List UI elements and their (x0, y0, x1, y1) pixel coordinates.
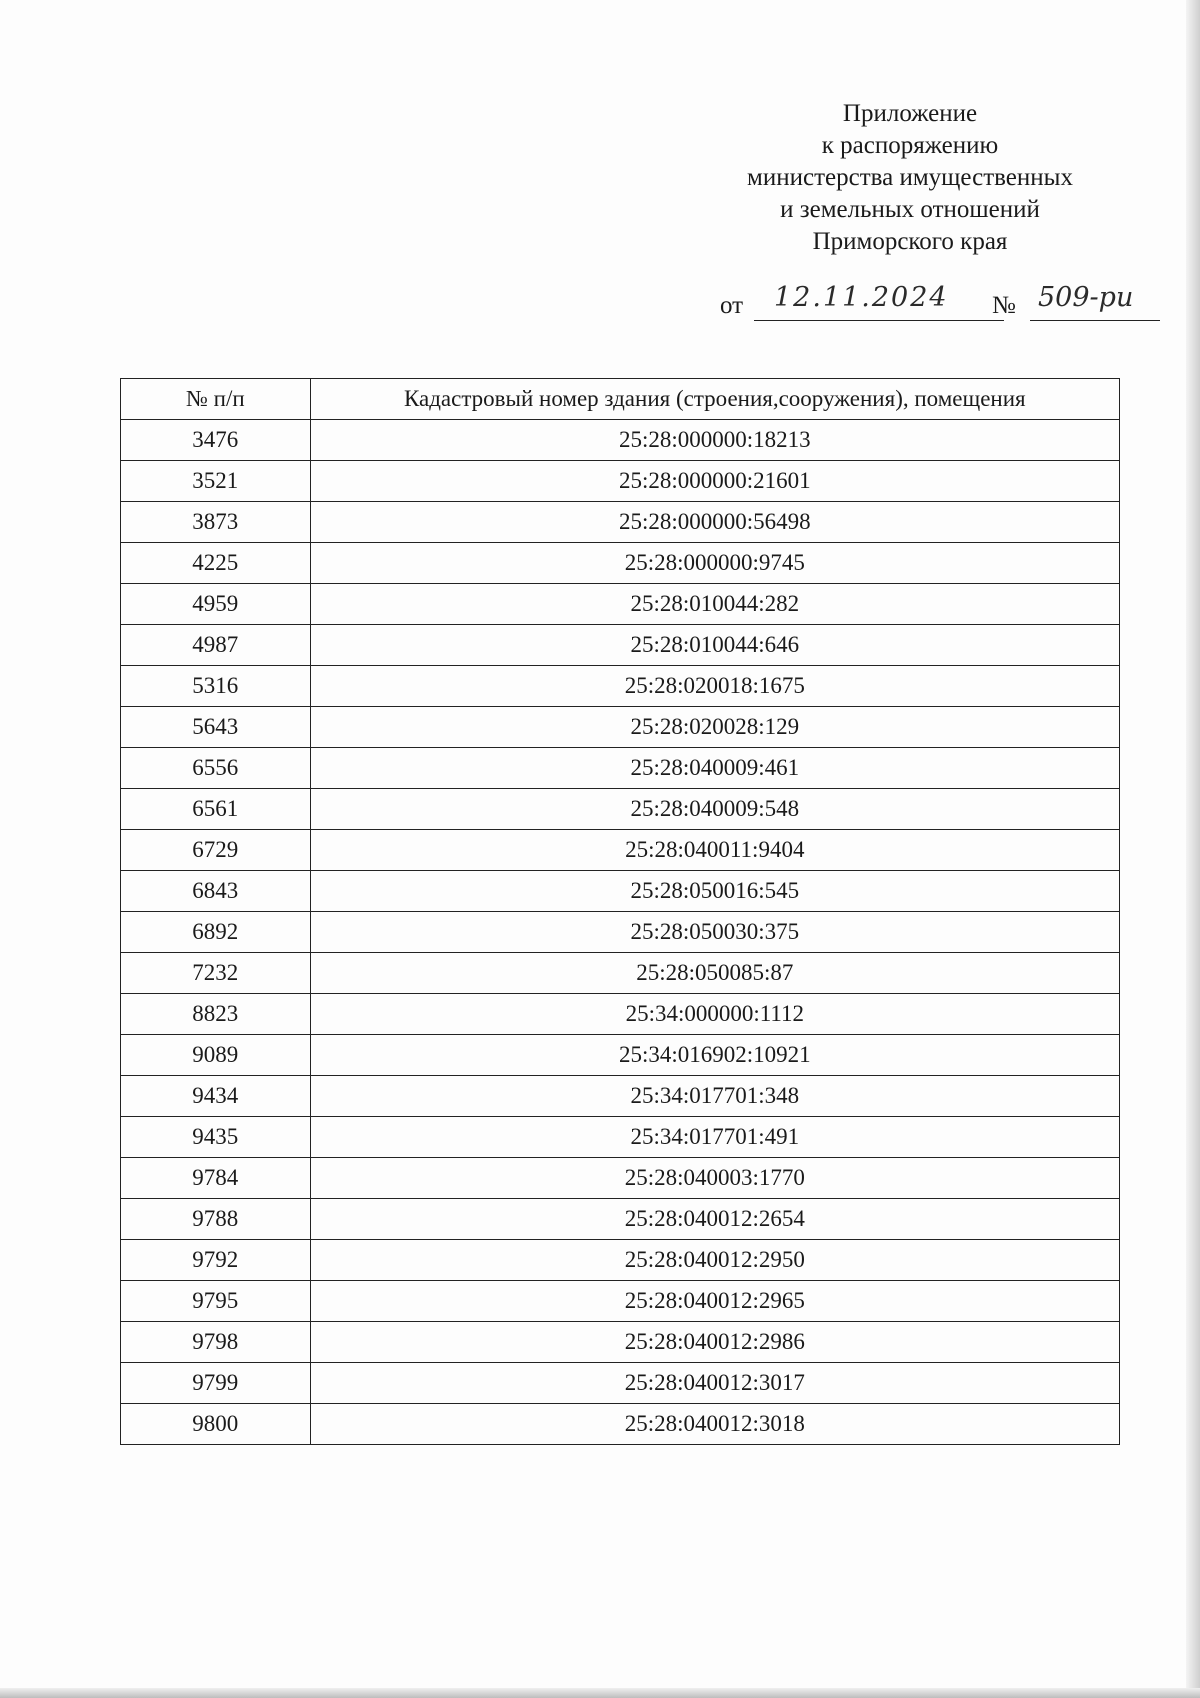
cadastral-number: 25:28:000000:9745 (310, 543, 1119, 584)
column-header-number: № п/п (121, 379, 311, 420)
table-row (121, 502, 1120, 543)
table-row (121, 1322, 1120, 1363)
cadastral-table (120, 378, 1120, 1445)
page-bottom-edge (0, 1688, 1200, 1698)
table-row (121, 1404, 1120, 1445)
cadastral-number: 25:34:000000:1112 (310, 994, 1119, 1035)
table-row (121, 707, 1120, 748)
table-row (121, 543, 1120, 584)
row-number: 6729 (121, 830, 311, 871)
row-number: 6556 (121, 748, 311, 789)
cadastral-number: 25:28:000000:18213 (310, 420, 1119, 461)
order-number-handwritten: 509-ри (1038, 282, 1134, 313)
header-line-3: министерства имущественных (747, 164, 1073, 191)
row-number: 9784 (121, 1158, 311, 1199)
table-row (121, 1363, 1120, 1404)
table-row (121, 666, 1120, 707)
cadastral-number: 25:28:050016:545 (310, 871, 1119, 912)
cadastral-number: 25:28:020018:1675 (310, 666, 1119, 707)
header-line-5: Приморского края (812, 228, 1008, 255)
appendix-header (700, 98, 1120, 258)
column-header-cadastral: Кадастровый номер здания (строения,сооружения), помещения (310, 379, 1119, 420)
page-edge-shadow (1186, 0, 1200, 1698)
table-row (121, 1158, 1120, 1199)
table-row (121, 912, 1120, 953)
cadastral-number: 25:28:040009:548 (310, 789, 1119, 830)
row-number: 3521 (121, 461, 311, 502)
header-line-1: Приложение (842, 100, 978, 127)
header-line-2: к распоряжению (821, 132, 999, 159)
order-date-field (754, 282, 1004, 321)
row-number: 6561 (121, 789, 311, 830)
cadastral-number: 25:28:050030:375 (310, 912, 1119, 953)
cadastral-number: 25:28:040012:2950 (310, 1240, 1119, 1281)
table-row (121, 1281, 1120, 1322)
row-number: 9788 (121, 1199, 311, 1240)
row-number: 9435 (121, 1117, 311, 1158)
cadastral-number: 25:28:040012:2654 (310, 1199, 1119, 1240)
table-row (121, 953, 1120, 994)
row-number: 4987 (121, 625, 311, 666)
table-row (121, 994, 1120, 1035)
cadastral-number: 25:28:010044:282 (310, 584, 1119, 625)
cadastral-number: 25:28:040009:461 (310, 748, 1119, 789)
cadastral-number: 25:28:040012:2986 (310, 1322, 1119, 1363)
cadastral-number: 25:34:017701:348 (310, 1076, 1119, 1117)
cadastral-number: 25:28:050085:87 (310, 953, 1119, 994)
row-number: 3873 (121, 502, 311, 543)
header-line-4: и земельных отношений (780, 196, 1040, 223)
cadastral-number: 25:28:040012:2965 (310, 1281, 1119, 1322)
row-number: 9795 (121, 1281, 311, 1322)
row-number: 4225 (121, 543, 311, 584)
number-label: № (992, 292, 1016, 319)
order-number-field (1030, 282, 1160, 321)
cadastral-number: 25:28:000000:56498 (310, 502, 1119, 543)
cadastral-number: 25:28:020028:129 (310, 707, 1119, 748)
table-row (121, 1076, 1120, 1117)
row-number: 5643 (121, 707, 311, 748)
table-row (121, 625, 1120, 666)
row-number: 9434 (121, 1076, 311, 1117)
order-date-handwritten: 12.11.2024 (774, 282, 949, 313)
row-number: 6843 (121, 871, 311, 912)
table-row (121, 1117, 1120, 1158)
row-number: 9799 (121, 1363, 311, 1404)
table-row (121, 789, 1120, 830)
row-number: 7232 (121, 953, 311, 994)
table-row (121, 584, 1120, 625)
table-row (121, 1240, 1120, 1281)
row-number: 4959 (121, 584, 311, 625)
cadastral-number: 25:28:040003:1770 (310, 1158, 1119, 1199)
table-row (121, 748, 1120, 789)
order-date-number-line (720, 282, 1170, 328)
cadastral-number: 25:28:010044:646 (310, 625, 1119, 666)
row-number: 9800 (121, 1404, 311, 1445)
cadastral-number: 25:28:000000:21601 (310, 461, 1119, 502)
cadastral-number: 25:28:040011:9404 (310, 830, 1119, 871)
table-row (121, 871, 1120, 912)
row-number: 9792 (121, 1240, 311, 1281)
from-label: от (720, 292, 744, 319)
cadastral-number: 25:34:016902:10921 (310, 1035, 1119, 1076)
table-body (121, 420, 1120, 1445)
row-number: 3476 (121, 420, 311, 461)
table-header-row (121, 379, 1120, 420)
table-row (121, 1035, 1120, 1076)
row-number: 5316 (121, 666, 311, 707)
table-row (121, 420, 1120, 461)
cadastral-number: 25:28:040012:3018 (310, 1404, 1119, 1445)
table-row (121, 461, 1120, 502)
row-number: 9798 (121, 1322, 311, 1363)
row-number: 6892 (121, 912, 311, 953)
row-number: 8823 (121, 994, 311, 1035)
row-number: 9089 (121, 1035, 311, 1076)
cadastral-number: 25:28:040012:3017 (310, 1363, 1119, 1404)
cadastral-number: 25:34:017701:491 (310, 1117, 1119, 1158)
table-row (121, 1199, 1120, 1240)
table-row (121, 830, 1120, 871)
